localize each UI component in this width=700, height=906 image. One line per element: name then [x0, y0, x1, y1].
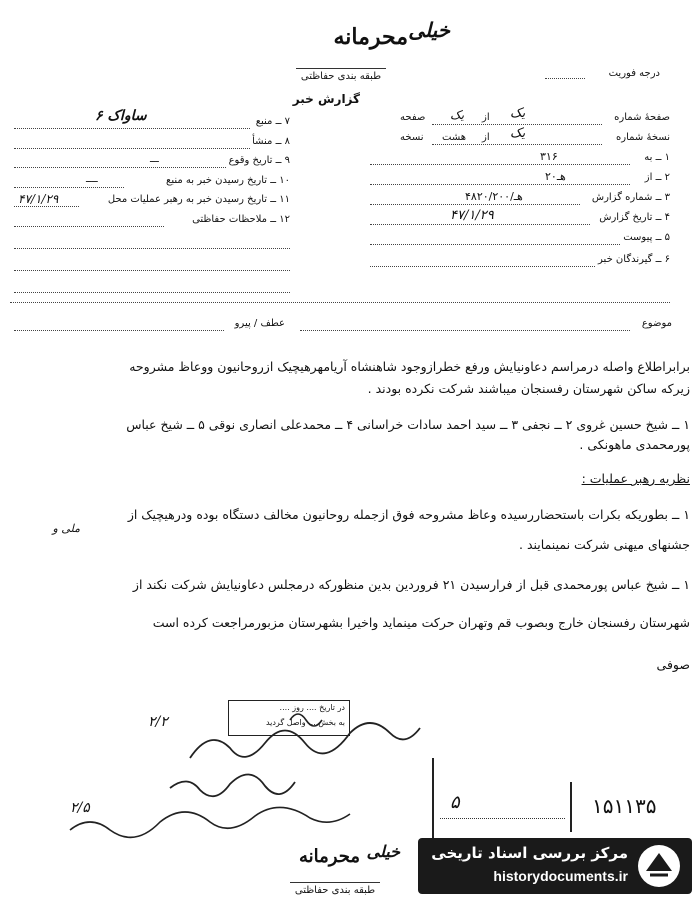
field-7-label: ۷ ــ منبع	[255, 116, 290, 127]
number-stamp-bracket	[570, 782, 572, 832]
field-4-label: ۴ ــ تاریخ گزارش	[599, 212, 670, 223]
body-list-line1: ۱ ــ شیخ حسین غروی ۲ ــ نجفی ۳ ــ سید احمد سادات خراسانی ۴ ــ محمدعلی انصاری نوقی ۵ ــ شیخ عباس	[126, 417, 690, 432]
urgency-dotline	[545, 78, 585, 79]
field-7-dotline	[14, 128, 250, 129]
opinion1-line2: جشنهای میهنی شرکت نمینمایند .	[519, 537, 690, 552]
page-number-total: یک	[450, 108, 465, 122]
field-7-value: ساواک ۶	[95, 108, 147, 124]
right-fields	[370, 108, 670, 278]
footer-classification-handwritten: خیلی	[366, 842, 400, 861]
header-classification-title: محرمانه	[333, 24, 408, 50]
report-body	[10, 358, 690, 698]
subject-separator-1	[10, 302, 670, 303]
field-10-dotline	[14, 187, 124, 188]
field-9-label: ۹ ــ تاریخ وقوع	[228, 155, 290, 166]
page-number-mid: از	[482, 112, 490, 123]
watermark-url[interactable]: historydocuments.ir	[493, 868, 628, 884]
field-1-dotline	[370, 164, 630, 165]
field-4-value: ۴۷/۱/۲۹	[450, 208, 494, 223]
field-9-dotline	[14, 167, 226, 168]
opinion2-line2: شهرستان رفسنجان خارج وبصوب قم وتهران حرکت مینماید واخیرا بشهرستان مزبورمراجعت کرده است	[152, 615, 690, 630]
field-2-value: ۲۰هـ	[545, 170, 566, 183]
mid-stamp	[440, 790, 565, 819]
field-8-label: ۸ ــ منشأ	[252, 136, 290, 147]
body-paragraph1-line2: زیرکه ساکن شهرستان رفسنجان میباشند شرکت نکرده بودند .	[367, 381, 690, 396]
field-3-dotline	[370, 204, 580, 205]
field-10-value: ــــ	[86, 174, 98, 185]
field-1-label: ۱ ــ به	[644, 152, 670, 163]
field-1-value: ۳۱۶	[540, 150, 558, 163]
number-stamp: ۱۵۱۱۳۵	[592, 794, 657, 818]
field-5-label: ۵ ــ پیوست	[623, 232, 670, 243]
handwriting-stroke-4	[290, 714, 322, 726]
form-title: گزارش خبر	[292, 92, 360, 106]
mid-stamp-value: ۵	[450, 792, 460, 813]
field-8-dotline	[14, 148, 250, 149]
field-6-label: ۶ ــ گیرندگان خبر	[598, 254, 670, 265]
footer-classification-title: محرمانه	[299, 846, 360, 867]
page-number-dotline	[432, 124, 602, 125]
footer-classification	[230, 842, 400, 878]
watermark-logo-icon	[636, 843, 682, 889]
field-12-label: ۱۲ ــ ملاحظات حفاظتی	[192, 214, 290, 225]
field-5-dotline	[370, 244, 620, 245]
body-paragraph1-line1: برابراطلاع واصله درمراسم دعاونیایش ورفع خطرازوجود شاهنشاه آریامهرهیچیک ازروحانیون ووعاظ مشروحه	[129, 359, 690, 374]
copy-number-value: یک	[510, 126, 526, 141]
field-11-value: ۴۷/۱/۲۹	[18, 192, 59, 206]
handwritten-notes	[40, 700, 460, 850]
reference-dotline	[14, 330, 224, 331]
receipt-stamp-line2: به بخش ... واصل گردید	[265, 718, 345, 727]
urgency-label: درجه فوریت	[608, 68, 660, 79]
left-blank-line-3	[14, 292, 290, 293]
field-10-label: ۱۰ ــ تاریخ رسیدن خبر به منبع	[166, 175, 290, 186]
opinion2-line1: ۱ ــ شیخ عباس پورمحمدی قبل از فرارسیدن ۲۱ فروردین بدین منظورکه درمجلس دعاونیایش شرکت نکند از	[132, 577, 690, 592]
header-classification-handwritten: خیلی	[408, 18, 450, 42]
page-number-suffix: صفحه	[400, 112, 426, 123]
field-9-value: ـــ	[150, 154, 159, 165]
left-blank-line-1	[14, 248, 290, 249]
page-number-label: صفحهٔ شماره	[614, 112, 670, 123]
watermark	[418, 838, 692, 894]
field-3-value: ۴۸۲۰/۲۰۰/هـ	[465, 190, 523, 203]
opinion1-line1: ۱ ــ بطوریکه بکرات باستحضاررسیده وعاظ مشروحه فوق ازجمله روحانیون مخالف دستگاه بوده ودرهیچیک از	[127, 507, 690, 522]
handwriting-stroke-3	[70, 807, 350, 837]
receipt-stamp-line1: در تاریخ .... روز ....	[279, 703, 345, 712]
body-list-line2: پورمحمدی ماهونکی .	[579, 437, 690, 452]
footer-sub-classification: طبقه بندی حفاظتی	[290, 882, 380, 896]
handwritten-number-a: ۲/۲	[148, 714, 168, 730]
vertical-bracket	[432, 758, 434, 848]
header-classification	[250, 20, 450, 60]
field-11-dotline	[14, 206, 79, 207]
field-2-dotline	[370, 184, 630, 185]
field-11-label: ۱۱ ــ تاریخ رسیدن خبر به رهبر عملیات محل	[107, 194, 290, 205]
watermark-title: مرکز بررسی اسناد تاریخی	[431, 844, 628, 862]
handwriting-stroke-2	[170, 774, 295, 796]
reference-label: عطف / پیرو	[234, 318, 285, 329]
copy-number-label: نسخهٔ شماره	[616, 132, 670, 143]
subject-label: موضوع	[641, 318, 672, 329]
opinion1-insert: ملی و	[52, 522, 80, 535]
copy-number-dotline	[432, 144, 602, 145]
field-12-dotline	[14, 226, 164, 227]
handwritten-number-b: ۲/۵	[70, 800, 90, 816]
field-2-label: ۲ ــ از	[644, 172, 670, 183]
field-6-dotline	[370, 266, 595, 267]
page-number-value: یک	[510, 106, 526, 121]
handwriting-stroke-1	[190, 723, 420, 758]
signature-word: صوفی	[656, 657, 690, 672]
subject-dotline	[300, 330, 630, 331]
left-blank-line-2	[14, 270, 290, 271]
field-4-dotline	[370, 224, 590, 225]
header-sub-classification: طبقه بندی حفاظتی	[296, 68, 386, 82]
opinion-heading: نظریه رهبر عملیات :	[581, 471, 690, 486]
copy-number-mid: از	[482, 132, 490, 143]
left-fields	[0, 108, 290, 302]
copy-number-total: هشت	[442, 132, 467, 143]
copy-number-suffix: نسخه	[400, 132, 424, 143]
field-3-label: ۳ ــ شماره گزارش	[591, 192, 670, 203]
